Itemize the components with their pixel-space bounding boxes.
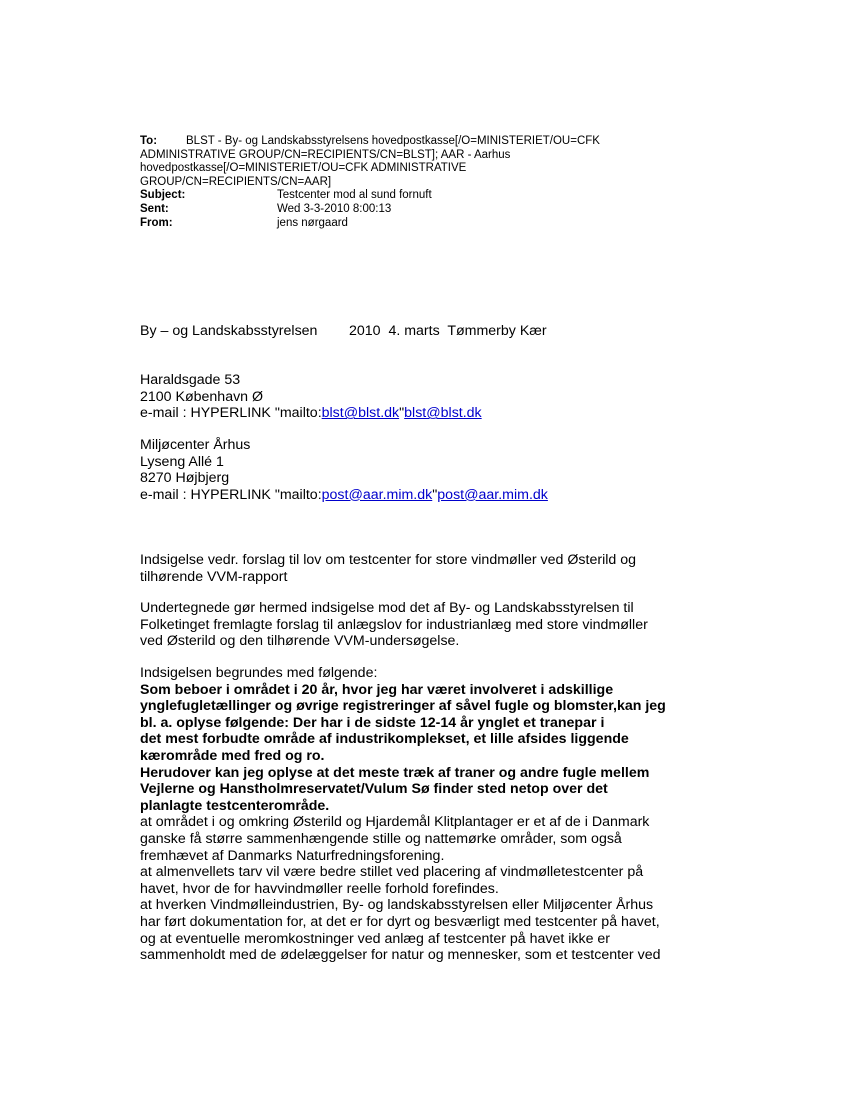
address-city: 2100 København Ø — [140, 388, 264, 405]
intro-line: Folketinget fremlagte forslag til anlægslov for industrianlæg med store vindmøller — [140, 616, 648, 633]
recipient-address-2 — [140, 437, 730, 503]
date-line — [140, 323, 547, 339]
heading-line: tilhørende VVM-rapport — [140, 568, 288, 585]
text-line: at hverken Vindmølleindustrien, By- og landskabsstyrelsen eller Miljøcenter Århus — [140, 897, 654, 914]
from-row — [140, 217, 720, 231]
from-value: jens nørgaard — [277, 216, 348, 229]
objection-heading — [140, 552, 730, 585]
address-street: Lyseng Allé 1 — [140, 453, 224, 470]
email-prefix: e-mail : HYPERLINK "mailto: — [140, 486, 322, 503]
reasons-section — [140, 665, 730, 964]
email-link[interactable]: post@aar.mim.dk — [321, 486, 433, 503]
reasons-intro: Indsigelsen begrundes med følgende: — [140, 665, 378, 681]
to-label: To: — [140, 135, 158, 147]
email-header — [140, 135, 720, 230]
from-label: From: — [140, 216, 173, 229]
subject-value: Testcenter mod al sund fornuft — [277, 189, 432, 202]
sent-label: Sent: — [140, 202, 169, 215]
email-link[interactable]: blst@blst.dk — [404, 405, 482, 422]
email-link[interactable]: post@aar.mim.dk — [437, 486, 548, 503]
text-line: har ført dokumentation for, at det er for dyrt og besværligt med testcenter på havet, — [140, 913, 660, 930]
heading-line: Indsigelse vedr. forslag til lov om testcenter for store vindmøller ved Østerild og — [140, 552, 636, 568]
bold-line: bl. a. oplyse følgende: Der har i de sidste 12-14 år ynglet et tranepar i — [140, 714, 605, 731]
to-value-line: GROUP/CN=RECIPIENTS/CN=AAR] — [140, 175, 332, 188]
bold-line: planlagte testcenterområde. — [140, 797, 330, 814]
sent-row — [140, 203, 720, 217]
address-street: Haraldsgade 53 — [140, 372, 241, 388]
to-value-line: BLST - By- og Landskabsstyrelsens hovedpostkasse[/O=MINISTERIET/OU=CFK — [186, 135, 600, 147]
text-line: at området i og omkring Østerild og Hjardemål Klitplantager er et af de i Danmark — [140, 814, 650, 831]
sent-value: Wed 3-3-2010 8:00:13 — [277, 202, 392, 215]
intro-line: Undertegnede gør hermed indsigelse mod det af By- og Landskabsstyrelsen til — [140, 600, 634, 616]
address-name: Miljøcenter Århus — [140, 437, 251, 453]
email-link[interactable]: blst@blst.dk — [321, 405, 400, 422]
intro-paragraph — [140, 600, 730, 650]
recipient-address-1 — [140, 372, 730, 422]
text-line: ganske få større sammenhængende stille og nattemørke områder, som også — [140, 830, 622, 847]
to-row — [140, 135, 720, 149]
recipient-org: By – og Landskabsstyrelsen — [140, 323, 318, 339]
letter-date: 2010 4. marts Tømmerby Kær — [349, 323, 547, 339]
to-value-line: hovedpostkasse[/O=MINISTERIET/OU=CFK ADMINISTRATIVE — [140, 162, 467, 175]
address-city: 8270 Højbjerg — [140, 470, 230, 487]
text-line: at almenvellets tarv vil være bedre stillet ved placering af vindmølletestcenter på — [140, 864, 644, 881]
to-value-line: ADMINISTRATIVE GROUP/CN=RECIPIENTS/CN=BLST]; AAR - Aarhus — [140, 148, 511, 161]
bold-line: Herudover kan jeg oplyse at det meste træk af traner og andre fugle mellem — [140, 764, 650, 781]
text-line: havet, hvor de for havvindmøller reelle forhold forefindes. — [140, 880, 499, 897]
email-quote: " — [399, 405, 405, 422]
email-quote: " — [432, 486, 438, 503]
text-line: og at eventuelle meromkostninger ved anlæg af testcenter på havet ikke er — [140, 930, 611, 947]
bold-line: Vejlerne og Hanstholmreservatet/Vulum Sø finder sted netop over det — [140, 781, 608, 798]
email-prefix: e-mail : HYPERLINK "mailto: — [140, 405, 322, 422]
bold-line: Som beboer i området i 20 år, hvor jeg har været involveret i adskillige — [140, 681, 614, 698]
subject-row — [140, 189, 720, 203]
address-email — [140, 405, 730, 422]
bold-line: ynglefugletællinger og øvrige registreringer af såvel fugle og blomster,kan jeg — [140, 698, 666, 715]
bold-line: kærområde med fred og ro. — [140, 747, 325, 764]
text-line: sammenholdt med de ødelæggelser for natur og mennesker, som et testcenter ved — [140, 947, 661, 964]
subject-label: Subject: — [140, 189, 186, 202]
bold-line: det mest forbudte område af industrikomplekset, et lille afsides liggende — [140, 731, 629, 748]
intro-line: ved Østerild og den tilhørende VVM-undersøgelse. — [140, 633, 460, 650]
text-line: fremhævet af Danmarks Naturfredningsforening. — [140, 847, 445, 864]
address-email — [140, 487, 730, 504]
